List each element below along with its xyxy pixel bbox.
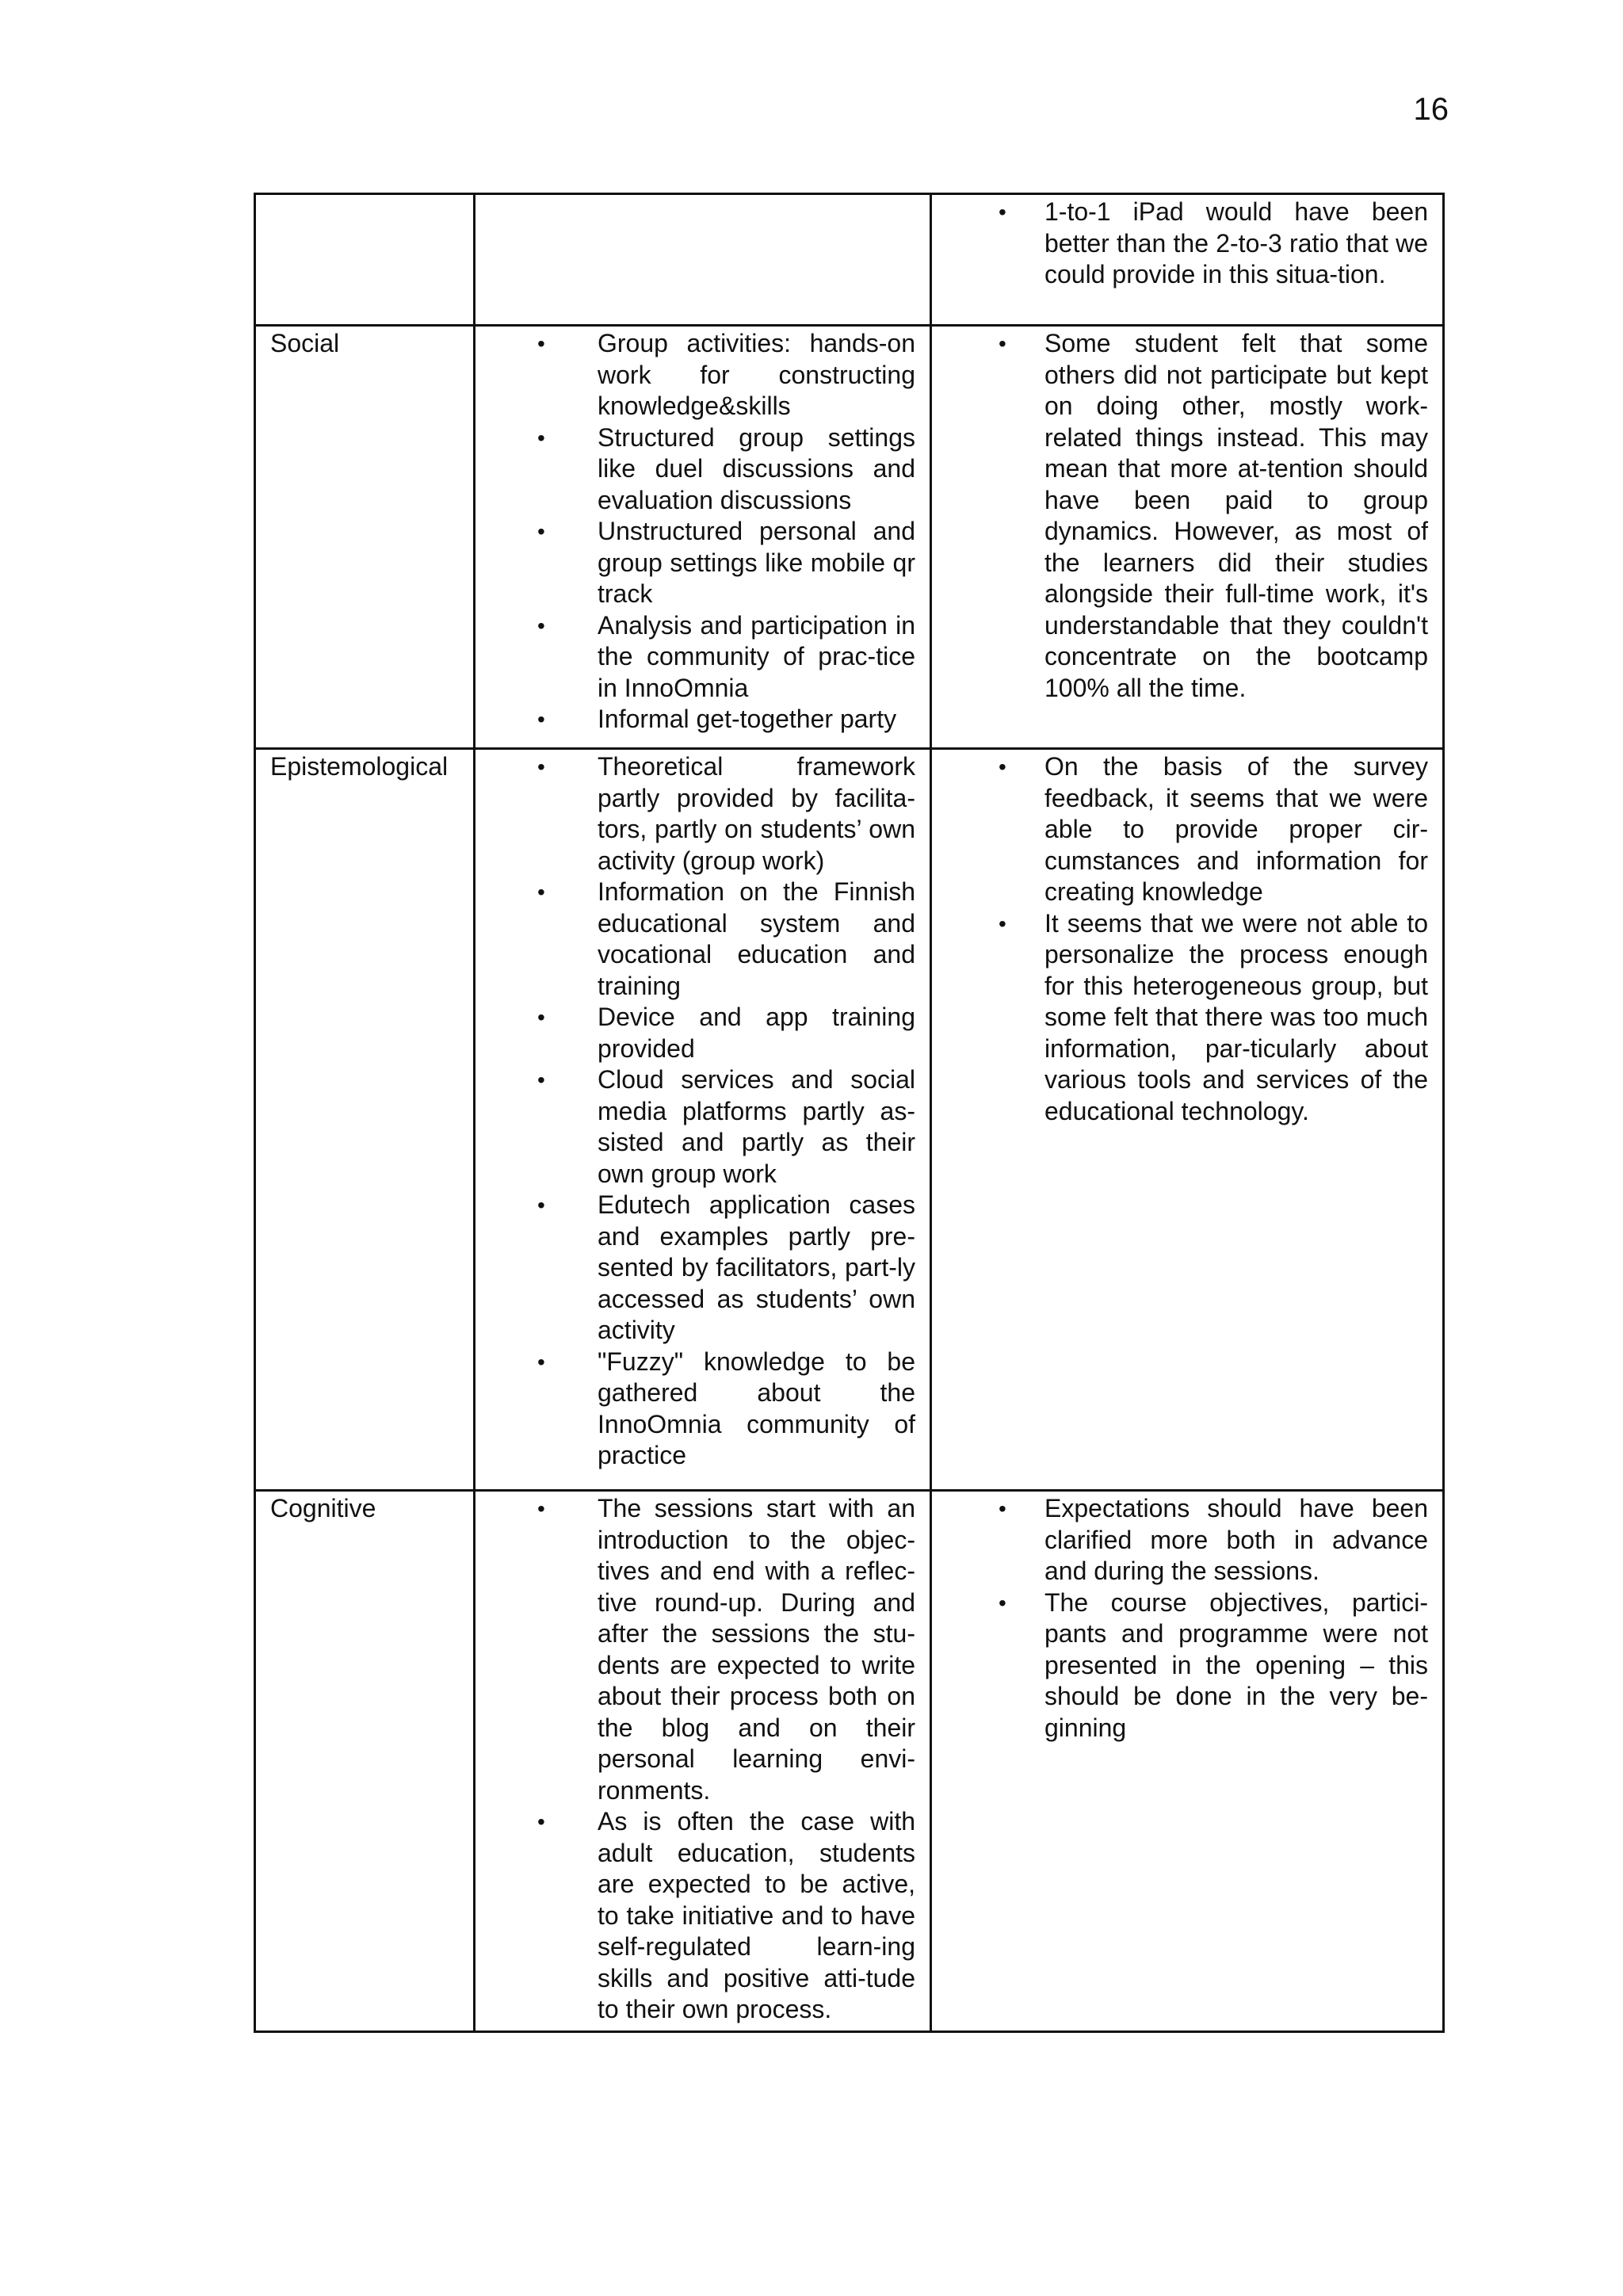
implementation-cell — [475, 326, 931, 749]
bullet-icon: • — [999, 1590, 1006, 1615]
list-item: • "Fuzzy" knowledge to be gathered about the InnoOmnia community of practice — [537, 1347, 915, 1469]
table-row — [255, 194, 1444, 326]
list-item: • Analysis and participation in the community of prac-tice in InnoOmnia — [537, 610, 915, 702]
bullet-icon: • — [999, 1496, 1006, 1521]
dimension-cell: Epistemological — [255, 749, 475, 1491]
table-row — [255, 1491, 1444, 2032]
list-item: • 1-to-1 iPad would have been better than the 2-to-3 ratio that we could provide in this situa-tion. — [999, 197, 1428, 288]
implementation-cell — [475, 194, 931, 326]
table-row — [255, 326, 1444, 749]
bullet-icon: • — [537, 755, 545, 779]
list-item: • Structured group settings like duel discussions and evaluation discussions — [537, 422, 915, 514]
bullet-icon: • — [537, 1349, 545, 1374]
evaluation-table — [254, 193, 1445, 2033]
dimension-cell — [255, 194, 475, 326]
page-number: 16 — [1413, 92, 1449, 127]
bullet-icon: • — [537, 1068, 545, 1092]
evaluation-cell — [931, 326, 1444, 749]
list-item: • The sessions start with an introduction to the objec-tives and end with a reflec-tive round-up. During and after the sessions the stu-dents are expected to write about their process both on the blog and on their personal learning envi-ronments. — [537, 1494, 915, 1805]
list-item: • Some student felt that some others did not participate but kept on doing other, mostly work-related things instead. This may mean that more at-tention should have been paid to group dynamics. However, as most of the learners did their studies alongside their full-time work, it's understandable that they couldn't concentrate on the bootcamp 100% all the time. — [999, 329, 1428, 702]
implementation-cell — [475, 749, 931, 1491]
list-item: • Information on the Finnish educational system and vocational education and training — [537, 877, 915, 1000]
bullet-icon: • — [537, 331, 545, 356]
list-item: • Cloud services and social media platforms partly as-sisted and partly as their own group work — [537, 1065, 915, 1188]
list-item: • Unstructured personal and group settings like mobile qr track — [537, 517, 915, 608]
bullet-icon: • — [999, 755, 1006, 779]
list-item: • Expectations should have been clarified more both in advance and during the sessions. — [999, 1494, 1428, 1585]
list-item: • As is often the case with adult education, students are expected to be active, to take initiative and to have self-regulated learn-ing skills and positive atti-tude to their own process. — [537, 1807, 915, 2023]
bullet-icon: • — [537, 1496, 545, 1521]
implementation-cell — [475, 1491, 931, 2032]
list-item: • The course objectives, partici-pants and programme were not presented in the opening – this should be done in the very be-ginning — [999, 1587, 1428, 1742]
bullet-icon: • — [537, 1005, 545, 1030]
evaluation-cell — [931, 194, 1444, 326]
bullet-icon: • — [537, 1193, 545, 1217]
bullet-icon: • — [537, 880, 545, 904]
list-item: • Informal get-together party — [490, 704, 915, 735]
list-item: • Device and app training provided — [537, 1003, 915, 1063]
dimension-cell: Cognitive — [255, 1491, 475, 2032]
bullet-icon: • — [999, 200, 1006, 224]
list-item: • Edutech application cases and examples partly pre-sented by facilitators, part-ly accessed as students’ own activity — [537, 1190, 915, 1344]
dimension-cell: Social — [255, 326, 475, 749]
list-item: • On the basis of the survey feedback, it seems that we were able to provide proper cir-cumstances and information for creating knowledge — [999, 752, 1428, 906]
bullet-icon: • — [537, 613, 545, 638]
bullet-icon: • — [537, 1809, 545, 1834]
table-row — [255, 749, 1444, 1491]
list-item: • Theoretical framework partly provided by facilita-tors, partly on students’ own activity (group work) — [537, 752, 915, 875]
evaluation-cell — [931, 749, 1444, 1491]
bullet-icon: • — [537, 425, 545, 450]
bullet-icon: • — [999, 911, 1006, 936]
bullet-icon: • — [537, 707, 545, 732]
bullet-icon: • — [999, 331, 1006, 356]
list-item: • It seems that we were not able to personalize the process enough for this heterogeneous group, but some felt that there was too much information, par-ticularly about various tools and services of the educational technology. — [999, 908, 1428, 1125]
list-item: • Group activities: hands-on work for constructing knowledge&skills — [537, 329, 915, 420]
bullet-icon: • — [537, 519, 545, 544]
evaluation-cell — [931, 1491, 1444, 2032]
